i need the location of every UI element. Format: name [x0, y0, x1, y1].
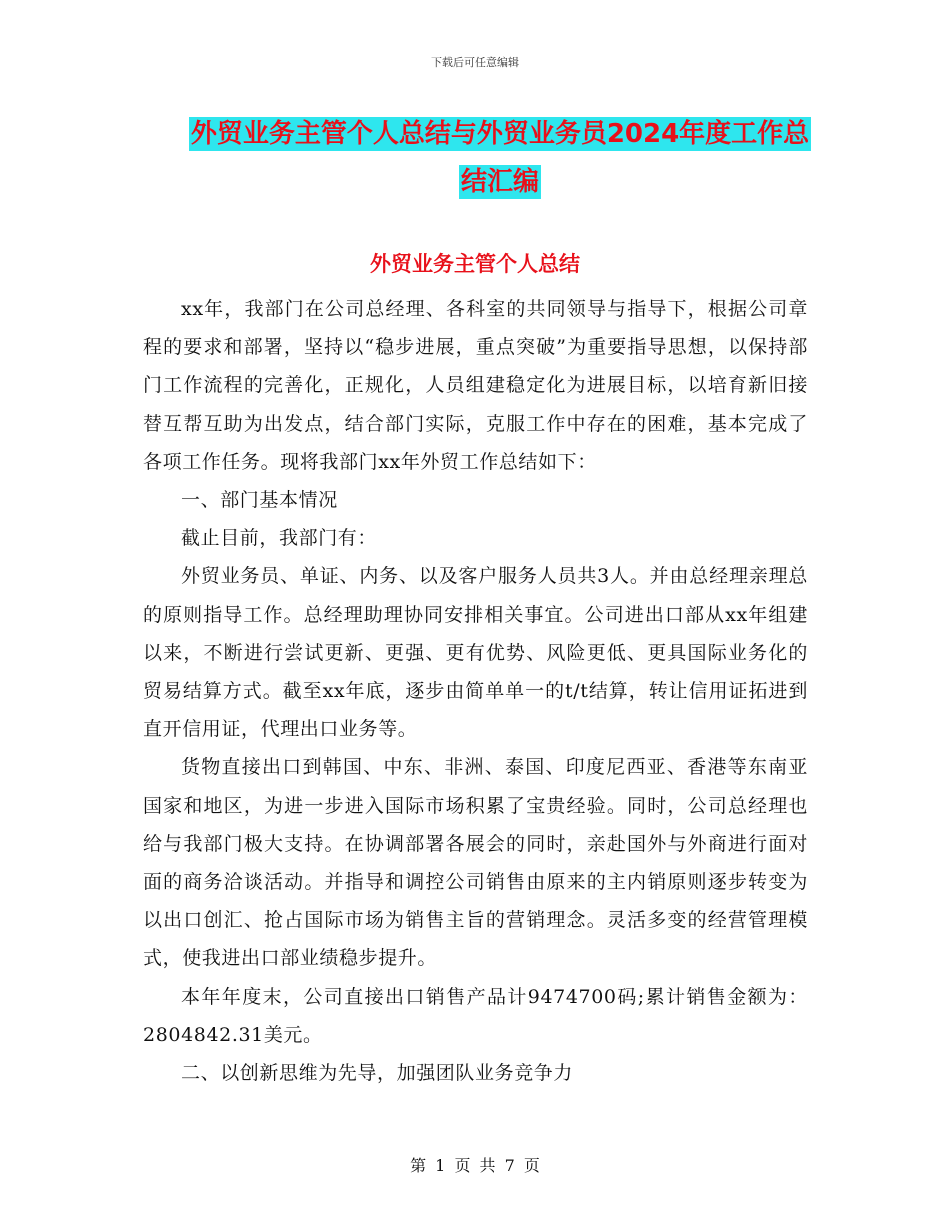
page-number: 第 1 页 共 7 页	[410, 1156, 540, 1175]
document-title	[140, 110, 860, 206]
paragraph: 截止目前，我部门有：	[181, 527, 378, 550]
section-title: 外贸业务主管个人总结	[370, 252, 580, 276]
document-title-line1: 外贸业务主管个人总结与外贸业务员2024年度工作总	[190, 119, 810, 149]
document-title-line2: 结汇编	[460, 167, 539, 197]
paragraph: xx年，我部门在公司总经理、各科室的共同领导与指导下，根据公司章程的要求和部署，坚持以“稳步进展，重点突破”为重要指导思想，以保持部门工作流程的完善化，正规化，人员组建稳定化为进展目标，以培育新旧接替互帮互助为出发点，结合部门实际，克服工作中存在的困难，基本完成了各项工作任务。现将我部门xx年外贸工作总结如下：	[143, 298, 808, 473]
paragraph: 二、以创新思维为先导，加强团队业务竞争力	[181, 1062, 574, 1085]
paragraph: 外贸业务员、单证、内务、以及客户服务人员共3人。并由总经理亲理总的原则指导工作。总经理助理协同安排相关事宜。公司进出口部从xx年组建以来，不断进行尝试更新、更强、更有优势、风险更低、更具国际业务化的贸易结算方式。截至xx年底，逐步由简单单一的t/t结算，转让信用证拓进到直开信用证，代理出口业务等。	[143, 565, 808, 741]
paragraph: 货物直接出口到韩国、中东、非洲、泰国、印度尼西亚、香港等东南亚国家和地区，为进一步进入国际市场积累了宝贵经验。同时，公司总经理也给与我部门极大支持。在协调部署各展会的同时，亲赴国外与外商进行面对面的商务洽谈活动。并指导和调控公司销售由原来的主内销原则逐步转变为以出口创汇、抢占国际市场为销售主旨的营销理念。灵活多变的经营管理模式，使我进出口部业绩稳步提升。	[143, 756, 808, 970]
page-header-note: 下载后可任意编辑	[431, 56, 519, 69]
paragraph: 一、部门基本情况	[181, 489, 338, 512]
paragraph: 本年年度末，公司直接出口销售产品计9474700码;累计销售金额为：2804842.31美元。	[143, 985, 808, 1046]
document-body	[143, 290, 808, 1092]
